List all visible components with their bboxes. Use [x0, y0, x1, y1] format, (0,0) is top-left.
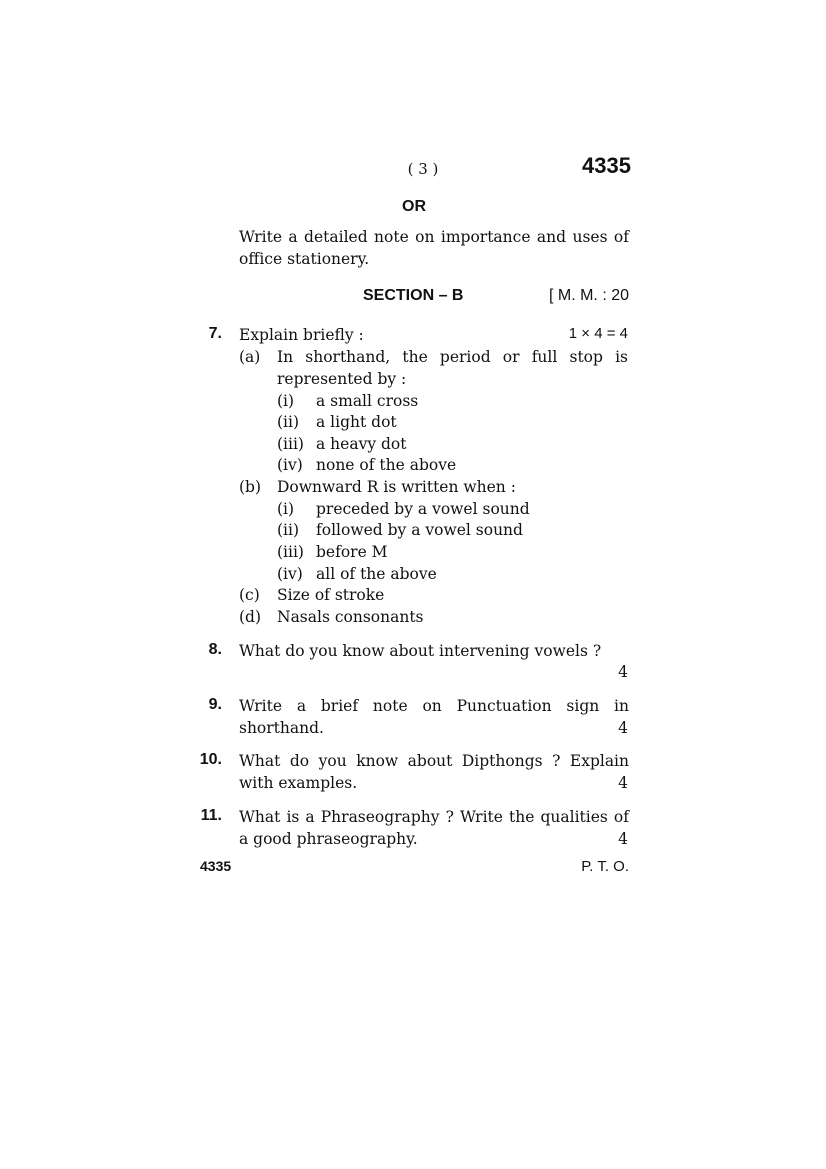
- question-9-line-2: shorthand.: [239, 719, 324, 737]
- q7-a-option-4-text: none of the above: [316, 456, 457, 474]
- max-marks: [ M. M. : 20: [548, 287, 629, 304]
- question-10-line-2: with examples.: [239, 774, 358, 792]
- question-10-marks: 4: [618, 774, 628, 792]
- question-9-number: 9.: [208, 696, 222, 713]
- please-turn-over: P. T. O.: [581, 858, 629, 875]
- q7-b-option-2-text: followed by a vowel sound: [316, 521, 523, 539]
- q7-a-line-1: In shorthand, the period or full stop is: [277, 348, 628, 366]
- paper-code: 4335: [582, 153, 631, 178]
- question-7-text: Explain briefly :: [239, 326, 364, 344]
- footer-paper-code: 4335: [200, 858, 232, 874]
- q7-b-option-4-label: (iv): [277, 565, 303, 583]
- q7-a-option-1-text: a small cross: [316, 392, 419, 410]
- q7-b-option-4-text: all of the above: [316, 565, 437, 583]
- question-8-marks: 4: [618, 663, 628, 681]
- or-label: OR: [402, 198, 426, 215]
- question-10-number: 10.: [199, 751, 222, 768]
- question-9-marks: 4: [618, 719, 628, 737]
- question-7-marks: 1 × 4 = 4: [568, 325, 628, 342]
- q7-a-line-2: represented by :: [277, 370, 407, 388]
- q7-b-option-3-label: (iii): [277, 543, 304, 561]
- q7-b-option-2-label: (ii): [277, 521, 300, 539]
- q7-a-label: (a): [239, 348, 261, 366]
- q7-c-text: Size of stroke: [277, 586, 385, 604]
- q7-d-label: (d): [239, 608, 262, 626]
- question-8-text: What do you know about intervening vowels ?: [239, 642, 602, 660]
- q7-a-option-3-label: (iii): [277, 435, 304, 453]
- q7-a-option-4-label: (iv): [277, 456, 303, 474]
- q7-b-option-3-text: before M: [316, 543, 388, 561]
- q7-a-option-2-text: a light dot: [316, 413, 397, 431]
- question-10-line-1: What do you know about Dipthongs ? Explain: [239, 752, 629, 770]
- q7-a-option-2-label: (ii): [277, 413, 300, 431]
- q7-b-text: Downward R is written when :: [277, 478, 516, 496]
- question-11-line-2: a good phraseography.: [239, 830, 418, 848]
- q7-c-label: (c): [239, 586, 260, 604]
- question-9-line-1: Write a brief note on Punctuation sign in: [239, 697, 629, 715]
- intro-question-line-2: office stationery.: [239, 250, 370, 268]
- q7-b-option-1-label: (i): [277, 500, 295, 518]
- q7-a-option-3-text: a heavy dot: [316, 435, 407, 453]
- question-11-marks: 4: [618, 830, 628, 848]
- question-7-number: 7.: [208, 325, 222, 342]
- page-number: ( 3 ): [407, 160, 439, 178]
- section-title: SECTION – B: [363, 287, 464, 304]
- question-11-number: 11.: [200, 807, 222, 824]
- q7-a-option-1-label: (i): [277, 392, 295, 410]
- intro-question-line-1: Write a detailed note on importance and uses of: [239, 228, 629, 246]
- question-11-line-1: What is a Phraseography ? Write the qualities of: [239, 808, 629, 826]
- question-8-number: 8.: [208, 641, 222, 658]
- q7-b-label: (b): [239, 478, 262, 496]
- q7-d-text: Nasals consonants: [277, 608, 424, 626]
- q7-b-option-1-text: preceded by a vowel sound: [316, 500, 530, 518]
